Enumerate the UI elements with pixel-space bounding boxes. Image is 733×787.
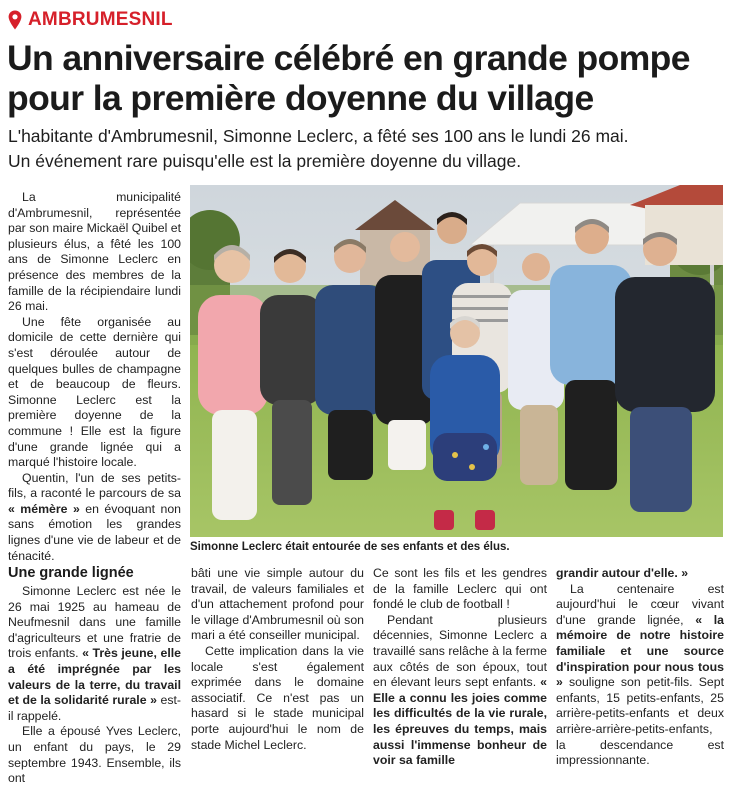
- paragraph-farm-quote-end-text: grandir autour d'elle. »: [556, 566, 689, 580]
- standfirst: [8, 124, 726, 174]
- paragraph-associative: Cette implication dans la vie locale s'est également exprimée dans le domaine associatif. Ce n'est pas un hasard si le stade municipal porte aujourd'hui le nom de stade Michel Leclerc.: [191, 643, 364, 752]
- subheading: Une grande lignée: [8, 565, 134, 581]
- paragraph-birth: [8, 584, 181, 724]
- paragraph-marriage-continued: bâti une vie simple autour du travail, de valeurs familiales et d'un attachement profond pour le village d'Ambrumesnil où son mari a été conseiller municipal.: [191, 566, 364, 643]
- paragraph-birth-text: Simonne Leclerc est née le 26 mai 1925 au hameau de Neufmesnil dans une famille d'agriculteurs et une fratrie de trois enfants.: [8, 584, 181, 661]
- paragraph-grandson-text: Quentin, l'un de ses petits-fils, a raconté le parcours de sa: [8, 470, 181, 501]
- paragraph-lineage-text-end: souligne son petit-fils. Sept enfants, 15 petits-enfants, 25 arrière-petits-enfants et deux arrière-arrière-petits-enfants, la descendance est impressionnante.: [556, 675, 724, 768]
- paragraph-birth-quote: « Très jeune, elle a été imprégnée par les valeurs de la terre, du travail et de la solidarité rurale »: [8, 646, 181, 708]
- article-photo: [190, 185, 723, 537]
- paragraph-football: Ce sont les fils et les gendres de la famille Leclerc qui ont fondé le club de football !: [373, 566, 547, 612]
- standfirst-line-1: L'habitante d'Ambrumesnil, Simonne Leclerc, a fêté ses 100 ans le lundi 26 mai.: [8, 126, 629, 146]
- headline: [7, 38, 727, 118]
- paragraph-birth-text-end: est-il rappelé.: [8, 693, 181, 723]
- paragraph-intro: La municipalité d'Ambrumesnil, représentée par son maire Mickaël Quibel et plusieurs élus, a fêté les 100 ans de Simonne Leclerc en présence des membres de la famille de la récipiendaire lundi 26 mai.: [8, 190, 181, 314]
- paragraph-farm: [373, 613, 547, 769]
- paragraph-farm-text: Pendant plusieurs décennies, Simonne Leclerc a travaillé sans relâche à la ferme aux côtés de son époux, tout en élevant leurs sept enfants.: [373, 612, 547, 690]
- photo-caption: Simonne Leclerc était entourée de ses enfants et des élus.: [190, 541, 510, 553]
- paragraph-grandson-quote: « mémère »: [8, 501, 80, 516]
- paragraph-lineage-quote: « la mémoire de notre histoire familiale et une source d'inspiration pour nous tous »: [556, 612, 724, 690]
- paragraph-marriage: Elle a épousé Yves Leclerc, un enfant du pays, le 29 septembre 1943. Ensemble, ils ont: [8, 724, 181, 786]
- paragraph-farm-quote: « Elle a connu les joies comme les difficultés de la vie rurale, les épreuves du temps, mais aussi l'immense bonheur de voir sa famille: [373, 675, 547, 768]
- column-1-bottom: [8, 565, 181, 787]
- group-photo-illustration: [190, 185, 723, 537]
- headline-line-1: Un anniversaire célébré en grande pompe: [7, 38, 690, 78]
- headline-line-2: pour la première doyenne du village: [7, 78, 594, 118]
- section-label: AMBRUMESNIL: [28, 9, 173, 30]
- location-pin-icon: [8, 10, 22, 30]
- paragraph-farm-quote-end: [556, 566, 724, 582]
- paragraph-grandson-text-end: en évoquant non sans émotion les grandes lignes d'une vie de labeur et de ténacité.: [8, 501, 181, 563]
- paragraph-lineage-text: La centenaire est aujourd'hui le cœur vivant d'une grande lignée,: [556, 581, 724, 627]
- section-kicker: [8, 7, 173, 33]
- column-4: [556, 566, 724, 769]
- standfirst-line-2: Un événement rare puisqu'elle est la première doyenne du village.: [8, 151, 522, 171]
- column-1-top: [8, 190, 181, 564]
- paragraph-grandson: [8, 471, 181, 565]
- column-3: [373, 566, 547, 769]
- paragraph-lineage: [556, 582, 724, 769]
- paragraph-celebration: Une fête organisée au domicile de cette dernière qui s'est déroulée autour de quelques bulles de champagne et de beaucoup de fleurs. Simonne Leclerc est la première doyenne de la commune ! Elle est la figure d'une grande lignée qui a marqué l'histoire locale.: [8, 314, 181, 470]
- column-2: [191, 566, 364, 753]
